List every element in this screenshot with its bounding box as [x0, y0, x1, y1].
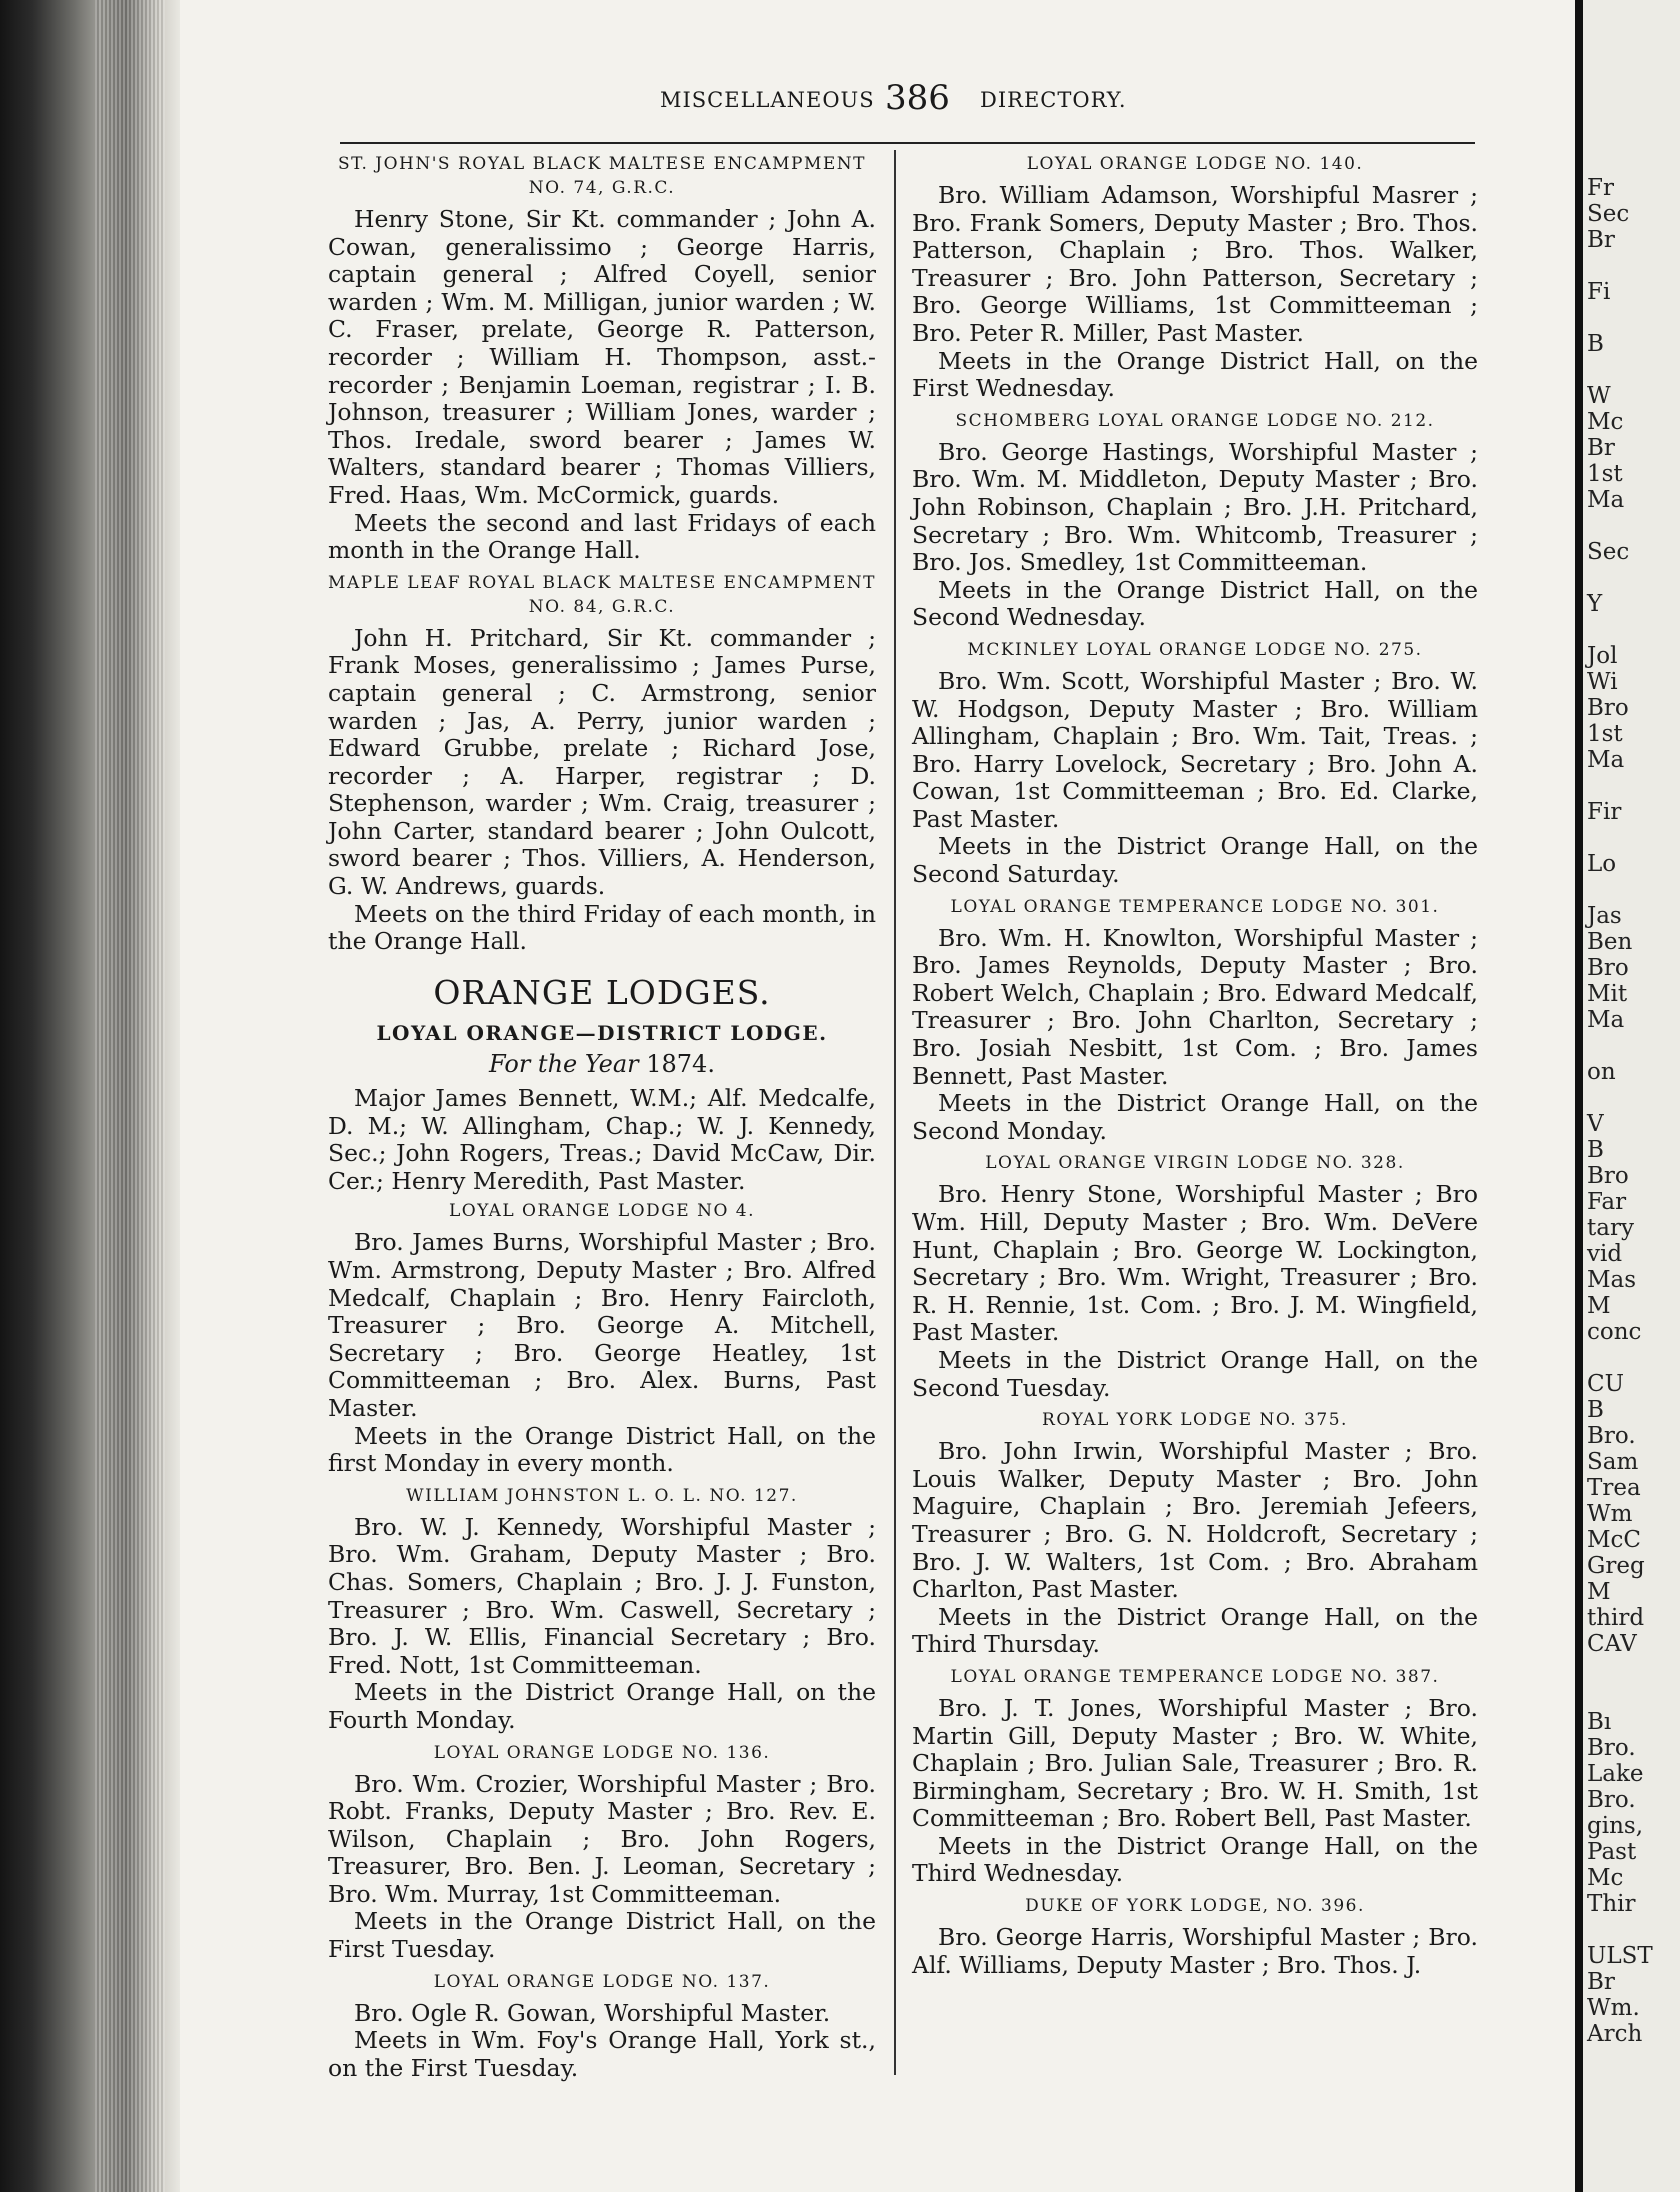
- lodge-heading: LOYAL ORANGE LODGE NO. 140.: [1026, 154, 1364, 174]
- next-page-fragment: Bro: [1587, 695, 1629, 721]
- next-page-fragment: Ma: [1587, 747, 1625, 773]
- officers-paragraph: Bro. W. J. Kennedy, Worshipful Master ; Bro. Wm. Graham, Deputy Master ; Bro. Chas. Somers, Chaplain ; Bro. J. J. Funston, Treasurer ; Bro. Wm. Caswell, Secretary ; Bro. J. W. Ellis, Financial Secretary ; Bro. Fred. Nott, 1st Committeeman.: [328, 1512, 876, 1679]
- officers-paragraph: Major James Bennett, W.M.; Alf. Medcalfe, D. M.; W. Allingham, Chap.; W. J. Kennedy, Sec.; John Rogers, Treas.; David McCaw, Dir. Cer.; Henry Meredith, Past Master.: [328, 1084, 876, 1195]
- year-line: [328, 1051, 876, 1079]
- lodge-heading: LOYAL ORANGE LODGE NO 4.: [448, 1201, 756, 1222]
- next-page-fragment: CAV: [1587, 1631, 1637, 1657]
- lodge-heading: LOYAL ORANGE VIRGIN LODGE NO. 328.: [985, 1153, 1405, 1174]
- lodge-heading: SCHOMBERG LOYAL ORANGE LODGE NO. 212.: [955, 410, 1435, 431]
- next-page-fragment: Bı: [1587, 1709, 1612, 1735]
- header-left: MISCELLANEOUS: [660, 88, 875, 112]
- next-page-fragment: third: [1587, 1605, 1645, 1631]
- next-page-fragment: Thir: [1587, 1891, 1636, 1917]
- next-page-fragment: Far: [1587, 1189, 1627, 1215]
- header-rule: [340, 142, 1475, 144]
- next-page-fragment: Ma: [1587, 487, 1625, 513]
- meeting-note: Meets in the District Orange Hall, on the Third Thursday.: [912, 1602, 1478, 1659]
- officers-paragraph: Bro. Wm. Scott, Worshipful Master ; Bro. W. W. Hodgson, Deputy Master ; Bro. William Allingham, Chaplain ; Bro. Wm. Tait, Treas. ; Bro. Harry Lovelock, Secretary ; Bro. John A. Cowan, 1st Committeeman ; Bro. Ed. Clarke, Past Master.: [912, 666, 1478, 833]
- lodge-heading-bold: LOYAL ORANGE—DISTRICT LODGE.: [376, 1020, 828, 1045]
- meeting-note: Meets in the District Orange Hall, on the Fourth Monday.: [328, 1678, 876, 1734]
- next-page-fragment: Ben: [1587, 929, 1633, 955]
- next-page-fragment: vid: [1587, 1241, 1623, 1267]
- next-page-fragment: M: [1587, 1293, 1611, 1319]
- meeting-note: Meets in Wm. Foy's Orange Hall, York st., on the First Tuesday.: [328, 2026, 876, 2082]
- lodge-heading: LOYAL ORANGE LODGE NO. 137.: [433, 1971, 771, 1992]
- lodge-heading: MCKINLEY LOYAL ORANGE LODGE NO. 275.: [967, 639, 1423, 660]
- year-label: For the Year: [489, 1050, 639, 1079]
- next-page-fragment: on: [1587, 1059, 1616, 1085]
- left-column: [328, 148, 876, 2088]
- next-page-fragment: tary: [1587, 1215, 1634, 1241]
- next-page-fragment: B: [1587, 331, 1604, 357]
- meeting-note: Meets in the Orange District Hall, on the Second Wednesday.: [912, 575, 1478, 632]
- page-number: 386: [885, 78, 950, 118]
- lodge-heading: ST. JOHN'S ROYAL BLACK MALTESE ENCAMPMENT NO. 74, G.R.C.: [338, 154, 866, 198]
- next-page-fragment: Greg: [1587, 1553, 1645, 1579]
- officers-paragraph: Bro. James Burns, Worshipful Master ; Bro. Wm. Armstrong, Deputy Master ; Bro. Alfred Medcalf, Chaplain ; Bro. Henry Faircloth, Treasurer ; Bro. George A. Mitchell, Secretary ; Bro. George Heatley, 1st Committeeman ; Bro. Alex. Burns, Past Master.: [328, 1228, 876, 1422]
- meeting-note: Meets the second and last Fridays of each month in the Orange Hall.: [328, 508, 876, 565]
- lodge-heading: LOYAL ORANGE TEMPERANCE LODGE NO. 387.: [950, 1666, 1440, 1687]
- running-header: [260, 78, 1480, 122]
- officers-paragraph: Bro. Henry Stone, Worshipful Master ; Bro Wm. Hill, Deputy Master ; Bro. Wm. DeVere Hunt, Chaplain ; Bro. George W. Lockington, Secretary ; Bro. Wm. Wright, Treasurer ; Bro. R. H. Rennie, 1st. Com. ; Bro. J. M. Wingfield, Past Master.: [912, 1180, 1478, 1347]
- next-page-fragment: Mit: [1587, 981, 1628, 1007]
- next-page-fragment: 1st: [1587, 461, 1623, 487]
- right-column: [912, 148, 1478, 1979]
- lodge-heading: LOYAL ORANGE LODGE NO. 136.: [433, 1742, 771, 1763]
- section-title: ORANGE LODGES.: [433, 972, 771, 1012]
- next-page-fragment: Lo: [1587, 851, 1617, 877]
- gutter-shadow: [1575, 0, 1583, 2192]
- next-page-fragment: Past: [1587, 1839, 1637, 1865]
- next-page-fragment: Y: [1587, 591, 1603, 617]
- next-page-fragment: Bro: [1587, 1163, 1629, 1189]
- lodge-heading: DUKE OF YORK LODGE, NO. 396.: [1025, 1896, 1365, 1917]
- lodge-heading: LOYAL ORANGE TEMPERANCE LODGE NO. 301.: [950, 896, 1440, 917]
- next-page-fragment: Jas: [1587, 903, 1622, 929]
- next-page-fragment: M: [1587, 1579, 1611, 1605]
- officers-paragraph: Henry Stone, Sir Kt. commander ; John A. Cowan, generalissimo ; George Harris, captain general ; Alfred Coyell, senior warden ; Wm. M. Milligan, junior warden ; W. C. Fraser, prelate, George R. Patterson, recorder ; William H. Thompson, asst.-recorder ; Benjamin Loeman, registrar ; I. B. Johnson, treasurer ; William Jones, warder ; Thos. Iredale, sword bearer ; James W. Walters, standard bearer ; Thomas Villiers, Fred. Haas, Wm. McCormick, guards.: [328, 205, 876, 509]
- next-page-fragment: conc: [1587, 1319, 1642, 1345]
- column-rule: [894, 150, 896, 2075]
- next-page-fragment: ULST: [1587, 1943, 1653, 1969]
- next-page-strip: [1583, 0, 1680, 2192]
- next-page-fragment: Trea: [1587, 1475, 1641, 1501]
- lodge-heading: WILLIAM JOHNSTON L. O. L. NO. 127.: [406, 1485, 798, 1506]
- year-value: 1874.: [638, 1050, 715, 1079]
- next-page-fragment: Bro.: [1587, 1787, 1636, 1813]
- officers-paragraph: John H. Pritchard, Sir Kt. commander ; Frank Moses, generalissimo ; James Purse, captain general ; C. Armstrong, senior warden ; Jas, A. Perry, junior warden ; Edward Grubbe, prelate ; Richard Jose, recorder ; A. Harper, registrar ; D. Stephenson, warder ; Wm. Craig, treasurer ; John Carter, standard bearer ; John Oulcott, sword bearer ; Thos. Villiers, A. Henderson, G. W. Andrews, guards.: [328, 623, 876, 901]
- next-page-fragment: Mc: [1587, 409, 1624, 435]
- next-page-fragment: Fi: [1587, 279, 1611, 305]
- next-page-fragment: Jol: [1587, 643, 1618, 669]
- next-page-fragment: Mas: [1587, 1267, 1637, 1293]
- meeting-note: Meets in the Orange District Hall, on the first Monday in every month.: [328, 1421, 876, 1478]
- officers-paragraph: Bro. George Harris, Worshipful Master ; Bro. Alf. Williams, Deputy Master ; Bro. Thos. J.: [912, 1923, 1478, 1979]
- page-edges: [95, 0, 165, 2192]
- meeting-note: Meets in the District Orange Hall, on the Third Wednesday.: [912, 1831, 1478, 1888]
- next-page-fragment: McC: [1587, 1527, 1642, 1553]
- next-page-fragment: Bro.: [1587, 1423, 1636, 1449]
- next-page-fragment: Bro: [1587, 955, 1629, 981]
- lodge-heading: ROYAL YORK LODGE NO. 375.: [1042, 1410, 1348, 1431]
- next-page-fragment: Sec: [1587, 539, 1630, 565]
- next-page-fragment: Wi: [1587, 669, 1618, 695]
- lodge-heading: MAPLE LEAF ROYAL BLACK MALTESE ENCAMPMENT NO. 84, G.R.C.: [328, 572, 876, 617]
- next-page-fragment: Mc: [1587, 1865, 1624, 1891]
- officers-paragraph: Bro. Ogle R. Gowan, Worshipful Master.: [354, 1998, 831, 2027]
- header-right: DIRECTORY.: [980, 88, 1127, 112]
- next-page-fragment: Lake: [1587, 1761, 1644, 1787]
- officers-paragraph: Bro. William Adamson, Worshipful Masrer ; Bro. Frank Somers, Deputy Master ; Bro. Thos. Patterson, Chaplain ; Bro. Thos. Walker, Treasurer ; Bro. John Patterson, Secretary ; Bro. George Williams, 1st Committeeman ; Bro. Peter R. Miller, Past Master.: [912, 181, 1478, 347]
- next-page-fragment: Fr: [1587, 175, 1614, 201]
- meeting-note: Meets in the Orange District Hall, on the First Wednesday.: [912, 346, 1478, 403]
- meeting-note: Meets on the third Friday of each month, in the Orange Hall.: [328, 899, 876, 956]
- next-page-fragment: Br: [1587, 435, 1615, 461]
- next-page-fragment: B: [1587, 1137, 1604, 1163]
- next-page-fragment: V: [1587, 1111, 1604, 1137]
- next-page-fragment: B: [1587, 1397, 1604, 1423]
- meeting-note: Meets in the District Orange Hall, on the Second Saturday.: [912, 832, 1478, 889]
- next-page-fragment: Sam: [1587, 1449, 1639, 1475]
- next-page-fragment: gins,: [1587, 1813, 1644, 1839]
- meeting-note: Meets in the Orange District Hall, on the First Tuesday.: [328, 1907, 876, 1964]
- next-page-fragment: Fir: [1587, 799, 1622, 825]
- next-page-fragment: W: [1587, 383, 1611, 409]
- next-page-fragment: Arch: [1587, 2021, 1643, 2047]
- next-page-fragment: Br: [1587, 1969, 1615, 1995]
- officers-paragraph: Bro. Wm. Crozier, Worshipful Master ; Bro. Robt. Franks, Deputy Master ; Bro. Rev. E. Wilson, Chaplain ; Bro. John Rogers, Treasurer, Bro. Ben. J. Leoman, Secretary ; Bro. Wm. Murray, 1st Committeeman.: [328, 1769, 876, 1908]
- next-page-fragment: Ma: [1587, 1007, 1625, 1033]
- next-page-fragment: Wm.: [1587, 1995, 1640, 2021]
- next-page-fragment: CU: [1587, 1371, 1624, 1397]
- meeting-note: Meets in the District Orange Hall, on the Second Tuesday.: [912, 1345, 1478, 1402]
- next-page-fragment: 1st: [1587, 721, 1623, 747]
- officers-paragraph: Bro. J. T. Jones, Worshipful Master ; Bro. Martin Gill, Deputy Master ; Bro. W. White, Chaplain ; Bro. Julian Sale, Treasurer ; Bro. R. Birmingham, Secretary ; Bro. W. H. Smith, 1st Committeeman ; Bro. Robert Bell, Past Master.: [912, 1693, 1478, 1833]
- meeting-note: Meets in the District Orange Hall, on the Second Monday.: [912, 1089, 1478, 1145]
- next-page-fragment: Sec: [1587, 201, 1630, 227]
- next-page-fragment: Bro.: [1587, 1735, 1636, 1761]
- next-page-fragment: Br: [1587, 227, 1615, 253]
- officers-paragraph: Bro. Wm. H. Knowlton, Worshipful Master ; Bro. James Reynolds, Deputy Master ; Bro. Robert Welch, Chaplain ; Bro. Edward Medcalf, Treasurer ; Bro. John Charlton, Secretary ; Bro. Josiah Nesbitt, 1st Com. ; Bro. James Bennett, Past Master.: [912, 923, 1478, 1090]
- next-page-fragment: Wm: [1587, 1501, 1633, 1527]
- officers-paragraph: Bro. George Hastings, Worshipful Master ; Bro. Wm. M. Middleton, Deputy Master ; Bro. John Robinson, Chaplain ; Bro. J.H. Pritchard, Secretary ; Bro. Wm. Whitcomb, Treasurer ; Bro. Jos. Smedley, 1st Committeeman.: [912, 437, 1478, 577]
- officers-paragraph: Bro. John Irwin, Worshipful Master ; Bro. Louis Walker, Deputy Master ; Bro. John Maguire, Chaplain ; Bro. Jeremiah Jefeers, Treasurer ; Bro. G. N. Holdcroft, Secretary ; Bro. J. W. Walters, 1st Com. ; Bro. Abraham Charlton, Past Master.: [912, 1437, 1478, 1604]
